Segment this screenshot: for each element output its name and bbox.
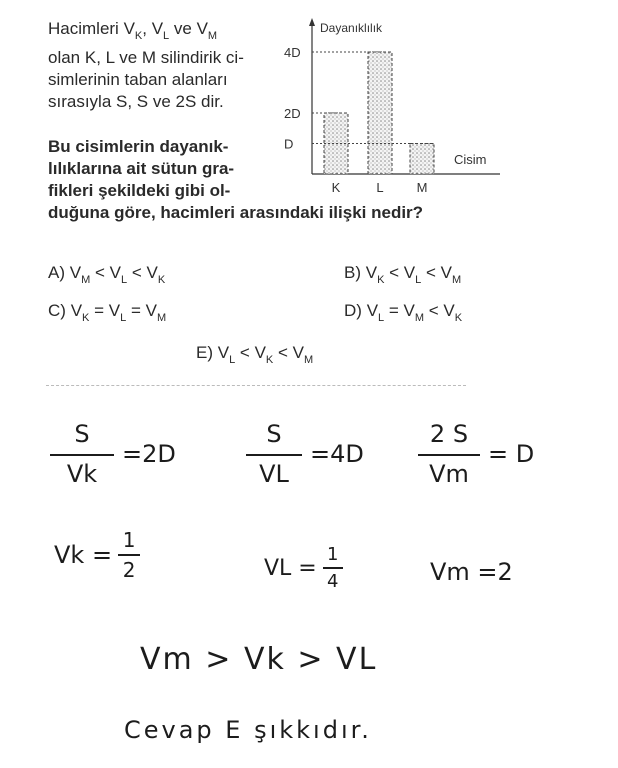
question-line: olan K, L ve M silindirik ci- xyxy=(48,48,244,67)
subscript: L xyxy=(120,274,128,286)
subscript: L xyxy=(378,312,385,324)
fraction xyxy=(418,420,480,488)
option-letter: D) xyxy=(344,301,362,320)
volume-order: Vm > Vk > VL xyxy=(140,642,378,677)
result-vk xyxy=(54,528,140,582)
subscript: M xyxy=(414,312,425,324)
fraction xyxy=(323,544,343,592)
denominator: Vm xyxy=(429,460,469,488)
solution-eq-m xyxy=(418,420,534,488)
denominator: VL xyxy=(259,460,289,488)
option-letter: E) xyxy=(196,343,213,362)
subscript: K xyxy=(454,312,463,324)
lhs: VL = xyxy=(264,555,317,581)
option-b[interactable] xyxy=(344,262,461,291)
y-axis-arrow-icon xyxy=(309,18,315,26)
option-text: $V_L = V_M < V_K$ xyxy=(366,301,463,324)
subscript: L xyxy=(163,30,170,42)
rhs: =4D xyxy=(310,440,364,468)
prompt-line: Bu cisimlerin dayanık- xyxy=(48,137,229,156)
numerator: S xyxy=(74,420,90,448)
y-tick-label: 4D xyxy=(284,45,301,60)
separator xyxy=(46,385,466,386)
result-vl xyxy=(264,544,343,592)
option-letter: C) xyxy=(48,301,66,320)
subscript: K xyxy=(377,274,385,286)
lhs: Vk = xyxy=(54,541,113,569)
option-letter: A) xyxy=(48,263,65,282)
answer-text: Cevap E şıkkıdır. xyxy=(124,716,372,744)
y-tick-label: 2D xyxy=(284,106,301,121)
prompt-line: fikleri şekildeki gibi ol- xyxy=(48,181,231,200)
subscript: K xyxy=(82,312,90,324)
x-tick-label: M xyxy=(416,180,428,195)
option-text: $V_K = V_L = V_M$ xyxy=(70,301,167,324)
prompt-line: duğuna göre, hacimleri arasındaki ilişki nedir? xyxy=(48,203,424,222)
bar-m xyxy=(410,144,434,175)
subscript: K xyxy=(157,274,166,286)
subscript: K xyxy=(265,354,274,366)
option-e[interactable] xyxy=(196,342,313,371)
denominator: 4 xyxy=(327,571,339,592)
subscript: L xyxy=(229,354,236,366)
option-a[interactable] xyxy=(48,262,165,291)
bar-l xyxy=(368,52,392,174)
x-axis-label: Cisim xyxy=(454,152,487,167)
durability-chart xyxy=(280,12,510,202)
x-tick-label: K xyxy=(331,180,341,195)
question-line: simlerinin taban alanları xyxy=(48,70,228,89)
subscript: M xyxy=(156,312,167,324)
subscript: M xyxy=(81,274,91,286)
fraction xyxy=(246,420,302,488)
subscript: M xyxy=(451,274,462,286)
numerator: 1 xyxy=(122,528,136,552)
subscript: M xyxy=(303,354,314,366)
fraction xyxy=(50,420,114,488)
option-text: $V_L < V_K < V_M$ xyxy=(217,343,314,366)
option-text: $V_K < V_L < V_M$ xyxy=(365,263,462,286)
subscript: L xyxy=(120,312,127,324)
question-line: Hacimleri $V_K$, $V_L$ ve $V_M$ xyxy=(48,19,218,42)
numerator: 2 S xyxy=(429,420,469,448)
subscript: K xyxy=(134,30,143,42)
solution-eq-l xyxy=(246,420,364,488)
denominator: 2 xyxy=(122,558,136,582)
rhs: =2D xyxy=(122,440,176,468)
result-vm: Vm =2 xyxy=(430,558,513,586)
numerator: 1 xyxy=(327,544,339,565)
subscript: M xyxy=(207,30,218,42)
x-tick-label: L xyxy=(376,180,384,195)
numerator: S xyxy=(266,420,282,448)
denominator: Vk xyxy=(66,460,98,488)
option-text: $V_M < V_L < V_K$ xyxy=(69,263,166,286)
subscript: L xyxy=(415,274,422,286)
rhs: = D xyxy=(488,440,535,468)
fraction xyxy=(118,528,140,582)
solution-eq-k xyxy=(50,420,176,488)
y-axis-label: Dayanıklılık xyxy=(320,21,383,35)
option-letter: B) xyxy=(344,263,361,282)
question-line: sırasıyla S, S ve 2S dir. xyxy=(48,92,224,111)
option-d[interactable] xyxy=(344,300,462,329)
prompt-line: lılıklarına ait sütun gra- xyxy=(48,159,235,178)
y-tick-label: D xyxy=(284,136,294,152)
question-text xyxy=(48,18,244,113)
option-c[interactable] xyxy=(48,300,166,329)
